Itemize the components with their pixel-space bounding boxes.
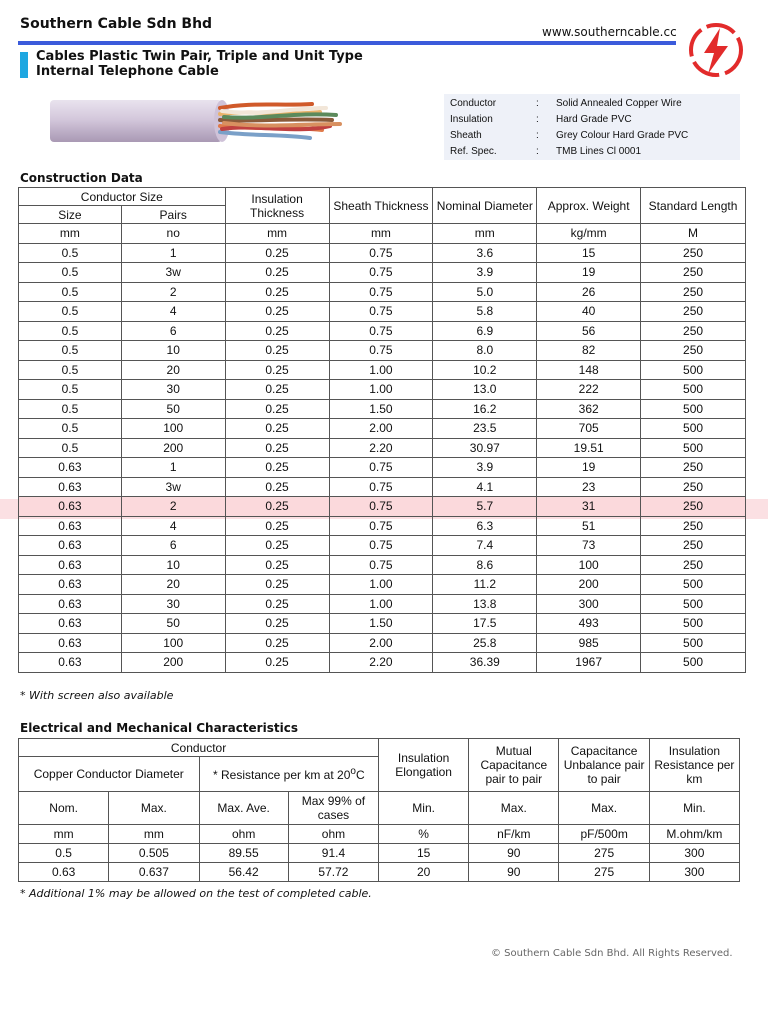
table-cell: 250 [641, 536, 746, 556]
table-cell: 500 [641, 438, 746, 458]
table-cell: 250 [641, 341, 746, 361]
table-cell: 2.20 [329, 438, 433, 458]
table-cell: 0.63 [19, 633, 122, 653]
spec-separator: : [536, 146, 539, 157]
table-cell: 705 [537, 419, 641, 439]
table-row [19, 399, 746, 419]
electrical-title: Electrical and Mechanical Characteristics [20, 721, 298, 735]
table-cell: 3.9 [433, 263, 537, 283]
table-cell: 10 [121, 555, 225, 575]
table-cell: 13.8 [433, 594, 537, 614]
subheader-cell: Min. [649, 792, 739, 825]
table-cell: 0.25 [225, 458, 329, 478]
table-cell: 0.25 [225, 438, 329, 458]
table-cell: 0.5 [19, 438, 122, 458]
table-cell: 6.3 [433, 516, 537, 536]
table-cell: 1.50 [329, 614, 433, 634]
table-cell: 20 [121, 575, 225, 595]
table-cell: 250 [641, 243, 746, 263]
table-cell: 0.75 [329, 477, 433, 497]
table-cell: 250 [641, 321, 746, 341]
table-cell: 0.5 [19, 263, 122, 283]
spec-row [444, 144, 740, 160]
table-cell: 500 [641, 594, 746, 614]
table-cell: 0.25 [225, 341, 329, 361]
table-cell: 91.4 [288, 844, 378, 863]
header-standard-length: Standard Length [641, 188, 746, 224]
table-cell: 16.2 [433, 399, 537, 419]
subheader-cell: Max 99% of cases [288, 792, 378, 825]
spec-separator: : [536, 130, 539, 141]
table-cell: 82 [537, 341, 641, 361]
table-cell: 0.63 [19, 477, 122, 497]
table-cell: 0.25 [225, 497, 329, 517]
header-capacitance-unbalance: Capacitance Unbalance pair to pair [559, 739, 649, 792]
spec-label: Ref. Spec. [450, 146, 497, 157]
table-cell: 200 [121, 653, 225, 673]
table-cell: 0.63 [19, 536, 122, 556]
table-cell: 7.4 [433, 536, 537, 556]
table-cell: 300 [649, 863, 739, 882]
table-cell: 0.5 [19, 419, 122, 439]
unit-cell: % [379, 825, 469, 844]
resistance-note: * Additional 1% may be allowed on the test of completed cable. [20, 887, 372, 900]
table-row [19, 575, 746, 595]
table-row [19, 633, 746, 653]
table-cell: 56 [537, 321, 641, 341]
degree-sup: o [350, 766, 356, 777]
table-row [19, 555, 746, 575]
header-sheath-thickness: Sheath Thickness [329, 188, 433, 224]
table-cell: 2.00 [329, 633, 433, 653]
table-cell: 56.42 [199, 863, 288, 882]
table-cell: 31 [537, 497, 641, 517]
copyright: © Southern Cable Sdn Bhd. All Rights Reserved. [491, 948, 733, 959]
unit-cell: pF/500m [559, 825, 649, 844]
title-line-2: Internal Telephone Cable [36, 64, 219, 79]
table-cell: 0.25 [225, 575, 329, 595]
table-cell: 275 [559, 844, 649, 863]
table-cell: 100 [121, 633, 225, 653]
table-row [19, 360, 746, 380]
table-cell: 1.00 [329, 575, 433, 595]
table-cell: 23.5 [433, 419, 537, 439]
table-cell: 0.25 [225, 653, 329, 673]
table-cell: 30 [121, 594, 225, 614]
table-cell: 73 [537, 536, 641, 556]
unit-cell: mm [433, 224, 537, 244]
table-cell: 26 [537, 282, 641, 302]
table-row [19, 321, 746, 341]
header-approx-weight: Approx. Weight [537, 188, 641, 224]
table-cell: 0.63 [19, 863, 109, 882]
table-cell: 17.5 [433, 614, 537, 634]
table-cell: 0.25 [225, 282, 329, 302]
table-cell: 362 [537, 399, 641, 419]
table-cell: 222 [537, 380, 641, 400]
table-cell: 10.2 [433, 360, 537, 380]
table-cell: 89.55 [199, 844, 288, 863]
table-cell: 1.00 [329, 594, 433, 614]
unit-cell: M [641, 224, 746, 244]
table-row [19, 438, 746, 458]
spec-row [444, 112, 740, 128]
spec-value: Solid Annealed Copper Wire [556, 98, 682, 109]
table-cell: 0.25 [225, 380, 329, 400]
document-title [36, 49, 363, 79]
table-cell: 1967 [537, 653, 641, 673]
table-cell: 0.5 [19, 243, 122, 263]
table-cell: 1.50 [329, 399, 433, 419]
table-cell: 50 [121, 614, 225, 634]
subheader-cell: Max. [559, 792, 649, 825]
table-row [19, 844, 740, 863]
table-cell: 500 [641, 419, 746, 439]
unit-cell: nF/km [469, 825, 559, 844]
unit-cell: mm [19, 224, 122, 244]
table-row [19, 594, 746, 614]
header-insulation-thickness: Insulation Thickness [225, 188, 329, 224]
table-cell: 0.75 [329, 458, 433, 478]
construction-title: Construction Data [20, 171, 143, 185]
table-row [19, 614, 746, 634]
table-cell: 8.0 [433, 341, 537, 361]
table-cell: 300 [537, 594, 641, 614]
table-cell: 13.0 [433, 380, 537, 400]
table-row [19, 477, 746, 497]
table-cell: 1 [121, 458, 225, 478]
table-cell: 5.0 [433, 282, 537, 302]
header-copper-diameter: Copper Conductor Diameter [19, 757, 200, 792]
table-cell: 500 [641, 614, 746, 634]
table-cell: 0.63 [19, 516, 122, 536]
table-cell: 0.5 [19, 360, 122, 380]
table-cell: 0.63 [19, 497, 122, 517]
title-marker [20, 52, 28, 78]
table-cell: 0.5 [19, 399, 122, 419]
table-cell: 0.25 [225, 399, 329, 419]
table-cell: 36.39 [433, 653, 537, 673]
spec-table [444, 96, 740, 160]
table-cell: 50 [121, 399, 225, 419]
table-cell: 0.63 [19, 555, 122, 575]
table-cell: 0.25 [225, 614, 329, 634]
spec-row [444, 128, 740, 144]
table-cell: 1.00 [329, 360, 433, 380]
table-row [19, 458, 746, 478]
spec-label: Sheath [450, 130, 482, 141]
table-row [19, 863, 740, 882]
table-cell: 100 [537, 555, 641, 575]
resistance-text: * Resistance per km at 20 [212, 768, 351, 782]
table-cell: 0.63 [19, 614, 122, 634]
table-cell: 200 [537, 575, 641, 595]
subheader-cell: Max. [469, 792, 559, 825]
table-row [19, 380, 746, 400]
unit-cell: mm [109, 825, 199, 844]
table-cell: 0.75 [329, 321, 433, 341]
subheader-cell: Nom. [19, 792, 109, 825]
table-cell: 1.00 [329, 380, 433, 400]
table-row [19, 282, 746, 302]
table-cell: 250 [641, 263, 746, 283]
table-cell: 0.75 [329, 536, 433, 556]
table-cell: 0.5 [19, 844, 109, 863]
spec-box [444, 94, 740, 160]
table-cell: 493 [537, 614, 641, 634]
table-cell: 0.75 [329, 282, 433, 302]
table-cell: 3w [121, 263, 225, 283]
table-cell: 0.75 [329, 497, 433, 517]
table-cell: 2 [121, 497, 225, 517]
table-cell: 0.75 [329, 243, 433, 263]
spec-label: Insulation [450, 114, 493, 125]
table-row [19, 419, 746, 439]
table-cell: 500 [641, 575, 746, 595]
table-cell: 0.5 [19, 321, 122, 341]
table-cell: 0.25 [225, 536, 329, 556]
table-cell: 6.9 [433, 321, 537, 341]
header-size: Size [19, 206, 122, 224]
table-cell: 0.5 [19, 282, 122, 302]
table-cell: 5.7 [433, 497, 537, 517]
table-row [19, 263, 746, 283]
table-cell: 4 [121, 516, 225, 536]
table-cell: 250 [641, 302, 746, 322]
table-cell: 985 [537, 633, 641, 653]
spec-value: Hard Grade PVC [556, 114, 632, 125]
table-cell: 4.1 [433, 477, 537, 497]
table-cell: 90 [469, 844, 559, 863]
spec-value: TMB Lines Cl 0001 [556, 146, 642, 157]
table-cell: 1 [121, 243, 225, 263]
table-cell: 0.5 [19, 341, 122, 361]
website-link[interactable]: www.southerncable.cc [542, 25, 677, 39]
table-cell: 250 [641, 555, 746, 575]
table-cell: 0.5 [19, 380, 122, 400]
table-cell: 2.20 [329, 653, 433, 673]
table-row [19, 653, 746, 673]
table-cell: 148 [537, 360, 641, 380]
table-cell: 0.25 [225, 516, 329, 536]
table-cell: 250 [641, 497, 746, 517]
table-cell: 0.75 [329, 341, 433, 361]
table-cell: 23 [537, 477, 641, 497]
table-cell: 3.9 [433, 458, 537, 478]
table-cell: 11.2 [433, 575, 537, 595]
units-row [19, 825, 740, 844]
table-cell: 500 [641, 633, 746, 653]
table-cell: 0.75 [329, 555, 433, 575]
table-cell: 250 [641, 458, 746, 478]
company-name: Southern Cable Sdn Bhd [20, 16, 213, 32]
table-cell: 0.25 [225, 243, 329, 263]
cable-cross-section-image [50, 94, 350, 150]
table-cell: 0.63 [19, 594, 122, 614]
header-conductor-size: Conductor Size [19, 188, 226, 206]
table-cell: 20 [121, 360, 225, 380]
resistance-unit: C [355, 768, 365, 782]
table-cell: 0.25 [225, 360, 329, 380]
table-cell: 0.63 [19, 575, 122, 595]
table-cell: 0.25 [225, 477, 329, 497]
spec-row [444, 96, 740, 112]
table-cell: 3.6 [433, 243, 537, 263]
table-cell: 250 [641, 477, 746, 497]
table-cell: 8.6 [433, 555, 537, 575]
table-cell: 250 [641, 516, 746, 536]
table-cell: 500 [641, 360, 746, 380]
table-cell: 19 [537, 263, 641, 283]
table-cell: 51 [537, 516, 641, 536]
table-cell: 19 [537, 458, 641, 478]
unit-cell: kg/mm [537, 224, 641, 244]
table-cell: 3w [121, 477, 225, 497]
table-cell: 5.8 [433, 302, 537, 322]
subheader-cell: Max. Ave. [199, 792, 288, 825]
unit-cell: no [121, 224, 225, 244]
table-row [19, 497, 746, 517]
construction-table [18, 187, 746, 673]
header-resistance [199, 757, 379, 792]
table-cell: 0.75 [329, 302, 433, 322]
header-rule [18, 41, 676, 45]
header-insulation-resistance: Insulation Resistance per km [649, 739, 739, 792]
spec-separator: : [536, 98, 539, 109]
table-cell: 300 [649, 844, 739, 863]
unit-cell: ohm [199, 825, 288, 844]
unit-cell: mm [19, 825, 109, 844]
table-cell: 90 [469, 863, 559, 882]
screen-note: * With screen also available [20, 689, 174, 702]
table-row [19, 243, 746, 263]
table-cell: 6 [121, 536, 225, 556]
table-cell: 0.5 [19, 302, 122, 322]
table-cell: 30 [121, 380, 225, 400]
table-cell: 6 [121, 321, 225, 341]
table-cell: 10 [121, 341, 225, 361]
table-cell: 0.25 [225, 321, 329, 341]
table-row [19, 516, 746, 536]
table-cell: 500 [641, 399, 746, 419]
table-cell: 500 [641, 380, 746, 400]
header-mutual-capacitance: Mutual Capacitance pair to pair [469, 739, 559, 792]
table-cell: 0.637 [109, 863, 199, 882]
table-cell: 0.25 [225, 419, 329, 439]
electrical-table [18, 738, 740, 882]
table-row [19, 536, 746, 556]
table-row [19, 302, 746, 322]
spec-label: Conductor [450, 98, 497, 109]
unit-cell: ohm [288, 825, 378, 844]
table-cell: 40 [537, 302, 641, 322]
table-cell: 2.00 [329, 419, 433, 439]
table-cell: 25.8 [433, 633, 537, 653]
units-row [19, 224, 746, 244]
table-cell: 0.505 [109, 844, 199, 863]
table-cell: 200 [121, 438, 225, 458]
table-cell: 275 [559, 863, 649, 882]
table-cell: 0.75 [329, 263, 433, 283]
unit-cell: mm [225, 224, 329, 244]
table-cell: 0.25 [225, 594, 329, 614]
table-cell: 500 [641, 653, 746, 673]
table-cell: 19.51 [537, 438, 641, 458]
table-cell: 15 [537, 243, 641, 263]
table-cell: 0.63 [19, 653, 122, 673]
spec-value: Grey Colour Hard Grade PVC [556, 130, 689, 141]
unit-cell: M.ohm/km [649, 825, 739, 844]
unit-cell: mm [329, 224, 433, 244]
table-cell: 100 [121, 419, 225, 439]
table-cell: 0.25 [225, 263, 329, 283]
table-cell: 4 [121, 302, 225, 322]
table-cell: 0.25 [225, 302, 329, 322]
table-cell: 0.75 [329, 516, 433, 536]
header-insulation-elongation: Insulation Elongation [379, 739, 469, 792]
table-cell: 20 [379, 863, 469, 882]
table-cell: 15 [379, 844, 469, 863]
header-nominal-diameter: Nominal Diameter [433, 188, 537, 224]
table-row [19, 341, 746, 361]
table-cell: 0.25 [225, 633, 329, 653]
table-cell: 0.25 [225, 555, 329, 575]
table-cell: 250 [641, 282, 746, 302]
subheader-cell: Min. [379, 792, 469, 825]
table-cell: 30.97 [433, 438, 537, 458]
spec-separator: : [536, 114, 539, 125]
lightning-bolt-logo-icon [686, 20, 746, 80]
table-cell: 2 [121, 282, 225, 302]
title-line-1: Cables Plastic Twin Pair, Triple and Unit Type [36, 49, 363, 64]
table-cell: 0.63 [19, 458, 122, 478]
header-conductor: Conductor [19, 739, 379, 757]
header-pairs: Pairs [121, 206, 225, 224]
subheader-cell: Max. [109, 792, 199, 825]
table-cell: 57.72 [288, 863, 378, 882]
